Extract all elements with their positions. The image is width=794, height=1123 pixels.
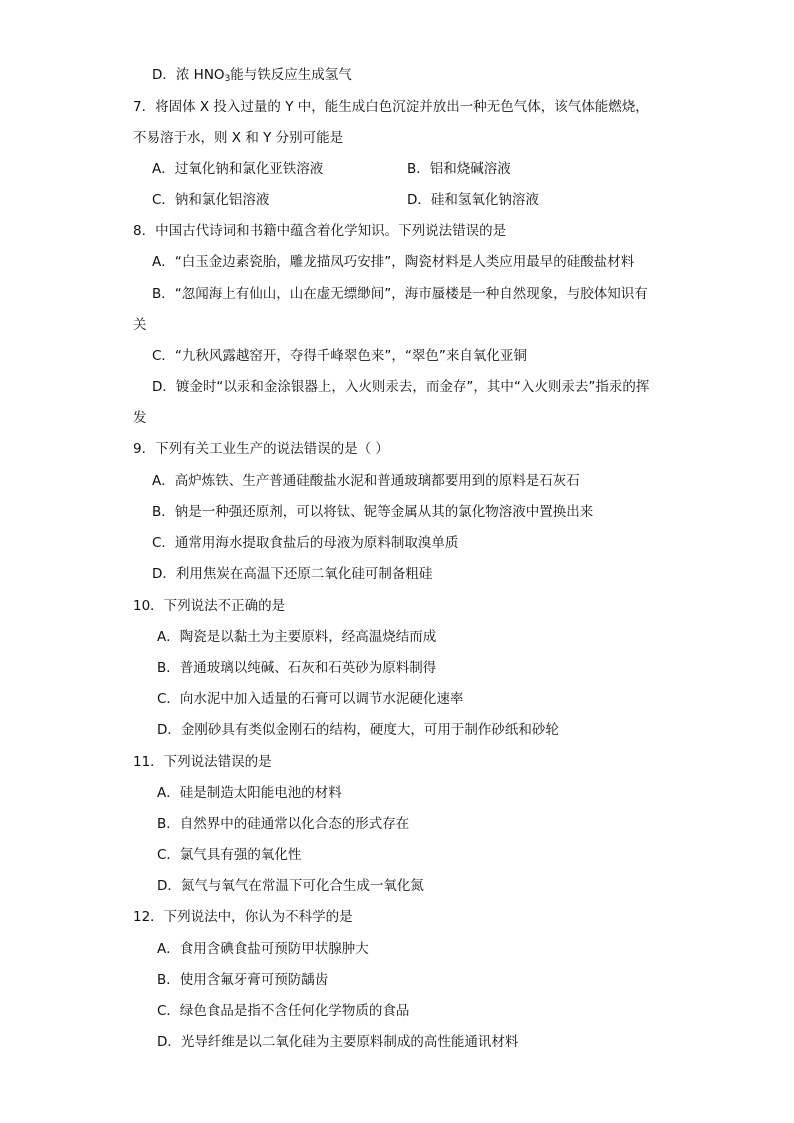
q7-option-c: C．钠和氯化铝溶液	[152, 192, 270, 208]
q11-option-b: B．自然界中的硅通常以化合态的形式存在	[157, 816, 410, 832]
q9-option-c: C．通常用海水提取食盐后的母液为原料制取溴单质	[152, 535, 459, 551]
q10-option-d: D．金刚砂具有类似金刚石的结构，硬度大，可用于制作砂纸和砂轮	[157, 722, 559, 738]
prev-option-d-sub: 3	[224, 74, 231, 84]
q11-option-d: D．氮气与氧气在常温下可化合生成一氧化氮	[157, 878, 424, 894]
prev-option-d	[152, 65, 352, 85]
prev-option-d-post: 能与铁反应生成氢气	[230, 67, 352, 83]
q11-option-c: C．氯气具有强的氧化性	[157, 847, 302, 863]
q11-option-a: A．硅是制造太阳能电池的材料	[157, 785, 342, 801]
q7-stem-line2: 不易溶于水，则 X 和 Y 分别可能是	[133, 130, 344, 146]
q12-option-a: A．食用含碘食盐可预防甲状腺肿大	[157, 941, 369, 957]
q12-option-b: B．使用含氟牙膏可预防龋齿	[157, 972, 329, 988]
prev-option-d-pre: D．浓 HNO	[152, 67, 225, 83]
q7-option-b: B．铝和烧碱溶液	[407, 161, 511, 177]
q8-option-c: C．“九秋风露越窑开，夺得千峰翠色来”，“翠色”来自氧化亚铜	[152, 348, 527, 364]
q12-option-d: D．光导纤维是以二氧化硅为主要原料制成的高性能通讯材料	[157, 1034, 519, 1050]
q11-stem: 11．下列说法错误的是	[133, 754, 272, 770]
q8-option-b-line2: 关	[133, 317, 147, 333]
q8-option-a: A．“白玉金边素瓷胎，雕龙描凤巧安排”，陶瓷材料是人类应用最早的硅酸盐材料	[152, 254, 635, 270]
q7-option-a: A．过氧化钠和氯化亚铁溶液	[152, 161, 324, 177]
q12-stem: 12．下列说法中，你认为不科学的是	[133, 909, 353, 925]
q7-stem-line1: 7．将固体 X 投入过量的 Y 中，能生成白色沉淀并放出一种无色气体，该气体能燃烧，	[133, 99, 649, 115]
q9-option-d: D．利用焦炭在高温下还原二氧化硅可制备粗硅	[152, 566, 433, 582]
q9-option-a: A．高炉炼铁、生产普通硅酸盐水泥和普通玻璃都要用到的原料是石灰石	[152, 473, 580, 489]
q8-option-b-line1: B．“忽闻海上有仙山，山在虚无缥缈间”，海市蜃楼是一种自然现象，与胶体知识有	[152, 286, 648, 302]
q10-option-c: C．向水泥中加入适量的石膏可以调节水泥硬化速率	[157, 691, 464, 707]
q7-option-d: D．硅和氢氧化钠溶液	[407, 192, 539, 208]
q8-option-d-line2: 发	[133, 410, 147, 426]
q8-option-d-line1: D．镀金时“以汞和金涂银器上，入火则汞去，而金存”，其中“入火则汞去”指汞的挥	[152, 379, 650, 395]
q8-stem: 8．中国古代诗词和书籍中蕴含着化学知识。下列说法错误的是	[133, 223, 507, 239]
q9-stem: 9．下列有关工业生产的说法错误的是（ ）	[133, 441, 389, 457]
q10-option-a: A．陶瓷是以黏土为主要原料，经高温烧结而成	[157, 629, 437, 645]
q9-option-b: B．钠是一种强还原剂，可以将钛、铌等金属从其的氯化物溶液中置换出来	[152, 504, 594, 520]
q10-option-b: B．普通玻璃以纯碱、石灰和石英砂为原料制得	[157, 660, 437, 676]
q10-stem: 10．下列说法不正确的是	[133, 598, 286, 614]
q12-option-c: C．绿色食品是指不含任何化学物质的食品	[157, 1003, 410, 1019]
